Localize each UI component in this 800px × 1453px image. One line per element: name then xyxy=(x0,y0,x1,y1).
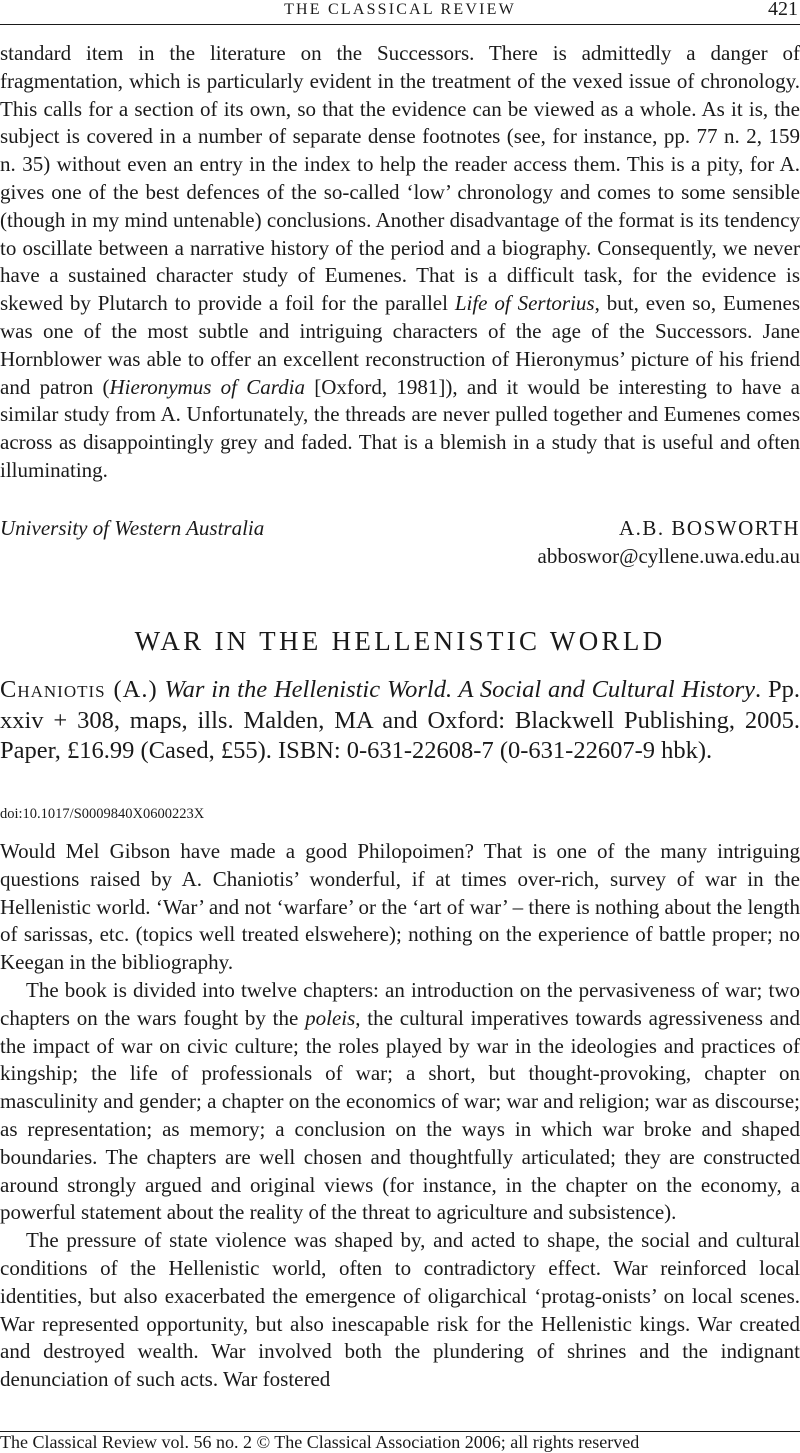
italic-title: Hieronymus of Cardia xyxy=(110,375,305,399)
doi-link[interactable]: doi:10.1017/S0009840X0600223X xyxy=(0,806,204,823)
book-title: War in the Hellenistic World. A Social and Cultural History xyxy=(164,676,755,703)
page-number: 421 xyxy=(768,0,798,21)
review-bosworth-body xyxy=(0,40,800,485)
reviewer-affiliation: University of Western Australia xyxy=(0,516,264,541)
paragraph xyxy=(0,40,800,485)
text-run: standard item in the literature on the Successors. There is admittedly a danger of fragmentation, which is particularly evident in the treatment of the vexed issue of chronology. This calls for a section of its own, so that the evidence can be viewed as a whole. As it is, the subject is covered in a number of separate dense footnotes (see, for instance, pp. 77 n. 2, 159 n. 35) without even an entry in the index to help the reader access them. This is a pity, for A. gives one of the best defences of the so-called ‘low’ chronology and comes to some sensible (though in my mind untenable) conclusions. Another disadvantage of the format is its tendency to oscillate between a narrative history of the period and a biography. Consequently, we never have a sustained character study of Eumenes. That is a difficult task, for the evidence is skewed by Plutarch to provide a foil for the parallel xyxy=(0,41,800,315)
book-details: . Pp. xxiv + 308, maps, ills. Malden, MA and Oxford: Blackwell Publishing, 2005. Paper, £16.99 (Cased, £55). ISBN: 0-631-22608-7 (0-631-22607-9 hbk). xyxy=(0,676,800,764)
text-run: [Oxford, 1981]), and it would be interesting to have a similar study from A. Unfortunately, the threads are never pulled together and Eumenes comes across as disappointingly grey and faded. That is a blemish in a study that is useful and often illuminating. xyxy=(0,375,800,482)
running-head xyxy=(0,0,800,22)
paragraph xyxy=(0,977,800,1227)
reviewer-signature xyxy=(0,516,800,544)
italic-term: poleis xyxy=(305,1006,355,1030)
journal-title: THE CLASSICAL REVIEW xyxy=(0,1,800,19)
text-run: , the cultural imperatives towards agressiveness and the impact of war on civic culture; the roles played by war in the ideologies and practices of kingship; the life of professionals of war; a short, but thought-provoking, chapter on masculinity and gender; a chapter on the economics of war; war and religion; war as discourse; as representation; as memory; a conclusion on the ways in which war broke and shaped boundaries. The chapters are well chosen and thoughtfully articulated; they are constructed around strongly argued and original views (for instance, in the chapter on the economy, a powerful statement about the reality of the threat to agriculture and subsistence). xyxy=(0,1006,800,1225)
paragraph: The pressure of state violence was shaped by, and acted to shape, the social and cultural conditions of the Hellenistic world, often to contradictory effect. War reinforced local identities, but also exacerbated the emergence of oligarchical ‘protag-onists’ on local scenes. War represented opportunity, but also inescapable risk for the Hellenistic kings. War created and destroyed wealth. War involved both the plundering of shrines and the indignant denunciation of such acts. War fostered xyxy=(0,1227,800,1394)
text-run: , but, even so, Eumenes was one of the most subtle and intriguing characters of the age of the Successors. Jane Hornblower was able to offer an excellent reconstruction of Hieronymus’ picture of his friend and patron ( xyxy=(0,291,800,398)
bibliographic-entry xyxy=(0,675,800,767)
review-heading: WAR IN THE HELLENISTIC WORLD xyxy=(0,626,800,657)
text-run: The book is divided into twelve chapters: an introduction on the pervasiveness of war; two chapters on the wars fought by the xyxy=(0,978,800,1030)
review-chaniotis-body xyxy=(0,838,800,1394)
reviewer-name: A.B. BOSWORTH xyxy=(619,516,800,541)
book-author: Chaniotis (A.) xyxy=(0,676,158,703)
paragraph: Would Mel Gibson have made a good Philopoimen? That is one of the many intriguing questions raised by A. Chaniotis’ wonderful, if at times over-rich, survey of war in the Hellenistic world. ‘War’ and not ‘warfare’ or the ‘art of war’ – there is nothing about the length of sarissas, etc. (topics well treated elswehere); nothing on the experience of battle proper; no Keegan in the bibliography. xyxy=(0,838,800,977)
copyright-footer: The Classical Review vol. 56 no. 2 © The Classical Association 2006; all rights reserved xyxy=(0,1432,639,1453)
reviewer-email[interactable]: abboswor@cyllene.uwa.edu.au xyxy=(538,544,800,569)
header-rule xyxy=(0,24,800,25)
italic-title: Life of Sertorius xyxy=(455,291,595,315)
